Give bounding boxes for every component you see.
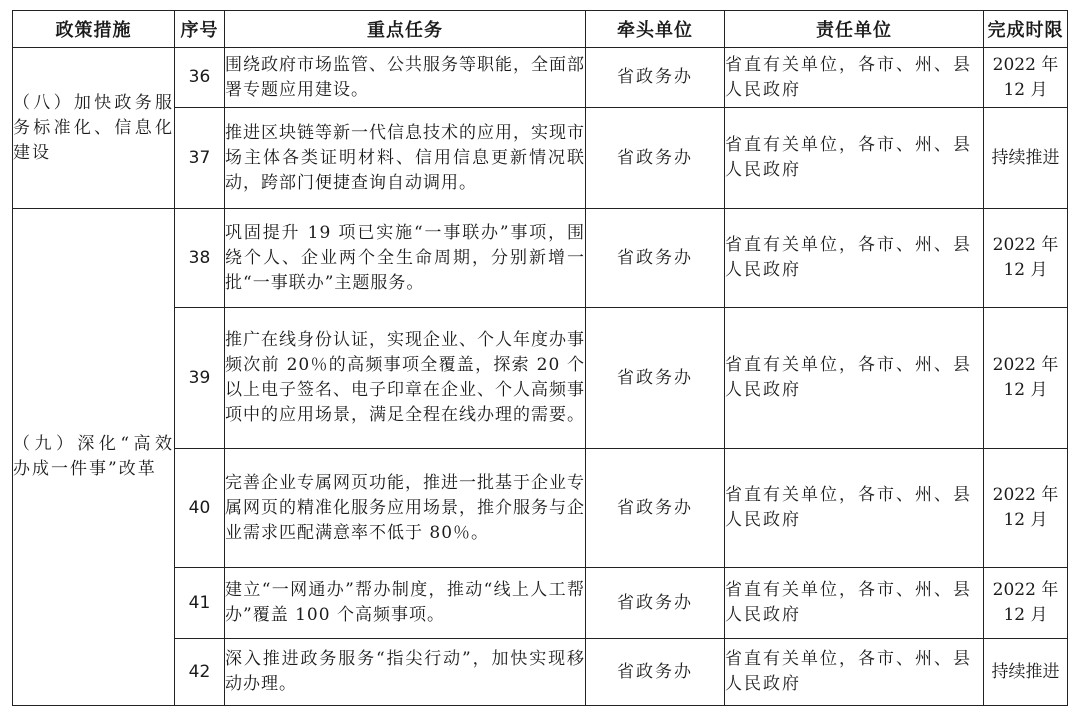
lead-unit-cell: 省政务办 [586, 308, 725, 449]
deadline-line-2: 12 月 [1003, 260, 1048, 280]
header-number: 序号 [175, 11, 225, 48]
deadline-line-1: 2022 年 [992, 54, 1059, 75]
header-row [13, 11, 1068, 48]
deadline-cell [984, 639, 1068, 706]
deadline-line-1: 2022 年 [992, 235, 1059, 255]
responsible-unit-cell: 省直有关单位，各市、州、县人民政府 [725, 639, 984, 706]
deadline-line-2: 12 月 [1003, 380, 1048, 400]
task-cell: 推进区块链等新一代信息技术的应用，实现市场主体各类证明材料、信用信息更新情况联动，跨部门便捷查询自动调用。 [225, 108, 586, 209]
deadline-cell [984, 308, 1068, 449]
task-cell: 围绕政府市场监管、公共服务等职能，全面部署专题应用建设。 [225, 48, 586, 108]
responsible-unit-cell: 省直有关单位，各市、州、县人民政府 [725, 568, 984, 639]
table-row [13, 209, 1068, 308]
lead-unit-cell: 省政务办 [586, 209, 725, 308]
header-task: 重点任务 [225, 11, 586, 48]
responsible-unit-cell: 省直有关单位，各市、州、县人民政府 [725, 108, 984, 209]
table-row [13, 48, 1068, 108]
lead-unit-cell: 省政务办 [586, 449, 725, 568]
header-deadline: 完成时限 [984, 11, 1068, 48]
task-cell: 深入推进政务服务“指尖行动”，加快实现移动办理。 [225, 639, 586, 706]
deadline-line-1: 持续推进 [991, 661, 1060, 682]
lead-unit-cell: 省政务办 [586, 568, 725, 639]
row-number: 36 [175, 48, 225, 108]
policy-measure-cell: （八）加快政务服务标准化、信息化建设 [13, 48, 175, 209]
row-number: 37 [175, 108, 225, 209]
deadline-line-1: 2022 年 [992, 355, 1059, 375]
row-number: 40 [175, 449, 225, 568]
header-responsible-unit: 责任单位 [725, 11, 984, 48]
deadline-cell [984, 48, 1068, 108]
deadline-line-1: 2022 年 [992, 580, 1059, 600]
deadline-line-2: 12 月 [1003, 79, 1048, 100]
deadline-cell [984, 449, 1068, 568]
responsible-unit-cell: 省直有关单位，各市、州、县人民政府 [725, 48, 984, 108]
row-number: 42 [175, 639, 225, 706]
policy-task-table [12, 10, 1068, 706]
lead-unit-cell: 省政务办 [586, 639, 725, 706]
header-measure: 政策措施 [13, 11, 175, 48]
deadline-cell [984, 209, 1068, 308]
deadline-line-1: 持续推进 [991, 147, 1060, 168]
deadline-cell [984, 108, 1068, 209]
lead-unit-cell: 省政务办 [586, 48, 725, 108]
task-cell: 巩固提升 19 项已实施“一事联办”事项，围绕个人、企业两个全生命周期，分别新增一批“一事联办”主题服务。 [225, 209, 586, 308]
task-cell: 完善企业专属网页功能，推进一批基于企业专属网页的精准化服务应用场景，推介服务与企业需求匹配满意率不低于 80％。 [225, 449, 586, 568]
deadline-cell [984, 568, 1068, 639]
lead-unit-cell: 省政务办 [586, 108, 725, 209]
deadline-line-2: 12 月 [1003, 605, 1048, 625]
policy-measure-cell: （九）深化“高效办成一件事”改革 [13, 209, 175, 706]
row-number: 41 [175, 568, 225, 639]
responsible-unit-cell: 省直有关单位，各市、州、县人民政府 [725, 308, 984, 449]
deadline-line-2: 12 月 [1003, 510, 1048, 530]
row-number: 39 [175, 308, 225, 449]
deadline-line-1: 2022 年 [992, 485, 1059, 505]
task-cell: 推广在线身份认证，实现企业、个人年度办事频次前 20％的高频事项全覆盖，探索 20 个以上电子签名、电子印章在企业、个人高频事项中的应用场景，满足全程在线办理的需要。 [225, 308, 586, 449]
header-lead-unit: 牵头单位 [586, 11, 725, 48]
responsible-unit-cell: 省直有关单位，各市、州、县人民政府 [725, 209, 984, 308]
task-cell: 建立“一网通办”帮办制度，推动“线上人工帮办”覆盖 100 个高频事项。 [225, 568, 586, 639]
row-number: 38 [175, 209, 225, 308]
responsible-unit-cell: 省直有关单位，各市、州、县人民政府 [725, 449, 984, 568]
